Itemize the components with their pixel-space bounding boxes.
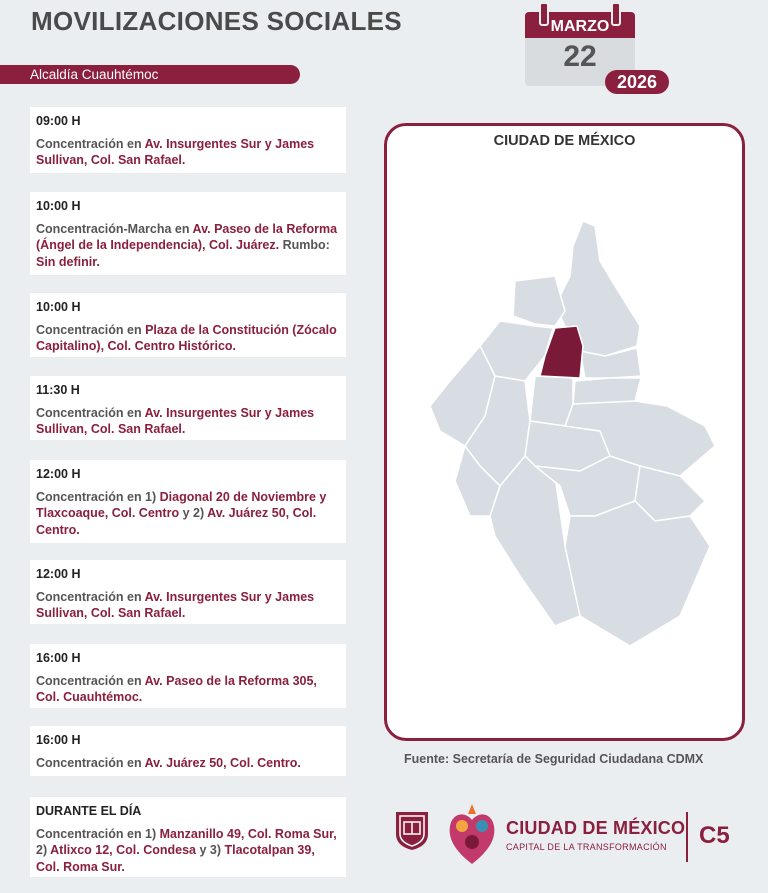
city-shield-icon bbox=[390, 808, 434, 852]
event-description bbox=[36, 221, 341, 271]
event-text: en bbox=[171, 221, 193, 236]
event-location-text: Av. Juárez 50, Col. Centro. bbox=[144, 755, 301, 770]
event-time: 16:00 H bbox=[36, 651, 81, 665]
event-text: Concentración bbox=[36, 489, 124, 504]
page-title: MOVILIZACIONES SOCIALES bbox=[31, 6, 402, 36]
calendar-day: 22 bbox=[563, 40, 597, 73]
footer-logos bbox=[388, 800, 748, 870]
logo-divider bbox=[686, 812, 688, 862]
event-location-text: Av. Insurgentes Sur y James Sullivan, Col. San Rafael. bbox=[36, 405, 315, 436]
cdmx-heart-logo-icon bbox=[446, 800, 498, 870]
event-time: 12:00 H bbox=[36, 567, 81, 581]
calendar-month: MARZO bbox=[525, 12, 635, 38]
event-location-text: Av. Insurgentes Sur y James Sullivan, Col. San Rafael. bbox=[36, 589, 315, 620]
event-card bbox=[30, 293, 346, 357]
event-text: en 1) bbox=[123, 489, 160, 504]
event-text: en bbox=[123, 405, 145, 420]
event-location-text: Sin definir. bbox=[36, 254, 100, 269]
event-text: Rumbo: bbox=[279, 238, 330, 252]
map-region-azcapotzalco bbox=[513, 276, 565, 326]
calendar-ring-icon bbox=[539, 2, 549, 26]
calendar-year: 2026 bbox=[605, 70, 669, 94]
event-card bbox=[30, 192, 346, 275]
event-text: 2) bbox=[36, 843, 51, 857]
event-text: Concentración bbox=[36, 405, 124, 420]
event-description bbox=[36, 673, 341, 706]
event-card bbox=[30, 107, 346, 173]
event-time: 10:00 H bbox=[36, 199, 81, 213]
event-location-text: Tlacotalpan 39, Col. Roma Sur. bbox=[36, 843, 315, 874]
event-location-text: Av. Paseo de la Reforma (Ángel de la Independencia), Col. Juárez. bbox=[36, 221, 338, 252]
map-card bbox=[384, 123, 745, 741]
event-card bbox=[30, 797, 346, 877]
cdmx-map bbox=[405, 216, 735, 656]
event-text: Concentración bbox=[36, 826, 124, 841]
map-title: CIUDAD DE MÉXICO bbox=[493, 133, 636, 149]
event-text: Concentración-Marcha bbox=[36, 221, 172, 236]
event-text: en bbox=[123, 673, 145, 688]
event-text: en bbox=[123, 322, 146, 337]
event-time: 11:30 H bbox=[36, 383, 80, 397]
event-time: 12:00 H bbox=[36, 467, 81, 481]
event-card bbox=[30, 726, 346, 776]
event-location-text: Manzanillo 49, Col. Roma Sur, bbox=[159, 826, 337, 841]
event-location-text: Plaza de la Constitución (Zócalo Capitalino), Col. Centro Histórico. bbox=[36, 322, 337, 353]
event-card bbox=[30, 376, 346, 440]
event-description bbox=[36, 405, 341, 438]
date-calendar bbox=[525, 0, 670, 95]
event-time: 16:00 H bbox=[36, 733, 81, 747]
event-description bbox=[36, 589, 341, 622]
calendar-ring-icon bbox=[611, 2, 621, 26]
source-note: Fuente: Secretaría de Seguridad Ciudadana CDMX bbox=[404, 752, 704, 766]
event-text: Concentración bbox=[36, 322, 124, 337]
event-description bbox=[36, 136, 341, 169]
event-text: y 2) bbox=[179, 506, 208, 520]
cdmx-brand-text: CIUDAD DE MÉXICO bbox=[506, 818, 686, 838]
c5-logo: C5 bbox=[699, 822, 730, 849]
event-card bbox=[30, 560, 346, 624]
cdmx-brand-subtitle: CAPITAL DE LA TRANSFORMACIÓN bbox=[506, 842, 667, 852]
event-description bbox=[36, 322, 341, 355]
event-card bbox=[30, 644, 346, 708]
event-text: Concentración bbox=[36, 755, 124, 770]
event-text: Concentración bbox=[36, 136, 124, 151]
event-location-text: Av. Juárez 50, Col. Centro. bbox=[36, 506, 317, 537]
event-description bbox=[36, 755, 341, 772]
event-time: 10:00 H bbox=[36, 300, 81, 314]
event-location-text: Atlixco 12, Col. Condesa bbox=[50, 843, 196, 857]
event-text: en 1) bbox=[123, 826, 160, 841]
event-text: en bbox=[123, 755, 145, 770]
event-text: Concentración bbox=[36, 589, 124, 604]
event-time: 09:00 H bbox=[36, 114, 81, 128]
event-text: Concentración bbox=[36, 673, 124, 688]
map-region-milpa-alta bbox=[565, 501, 710, 646]
event-text: en bbox=[123, 136, 145, 151]
event-location-text: Av. Insurgentes Sur y James Sullivan, Col. San Rafael. bbox=[36, 136, 315, 167]
event-text: y 3) bbox=[196, 843, 225, 857]
event-description bbox=[36, 489, 341, 539]
event-card bbox=[30, 460, 346, 543]
event-location-text: Av. Paseo de la Reforma 305, Col. Cuauhtémoc. bbox=[36, 673, 317, 704]
event-description bbox=[36, 826, 341, 876]
alcaldia-banner: Alcaldía Cuauhtémoc bbox=[0, 65, 300, 84]
map-region-benito-juarez bbox=[530, 376, 573, 426]
event-text: en bbox=[123, 589, 145, 604]
event-time: DURANTE EL DÍA bbox=[36, 804, 142, 818]
event-location-text: Diagonal 20 de Noviembre y Tlaxcoaque, Col. Centro bbox=[36, 489, 327, 520]
